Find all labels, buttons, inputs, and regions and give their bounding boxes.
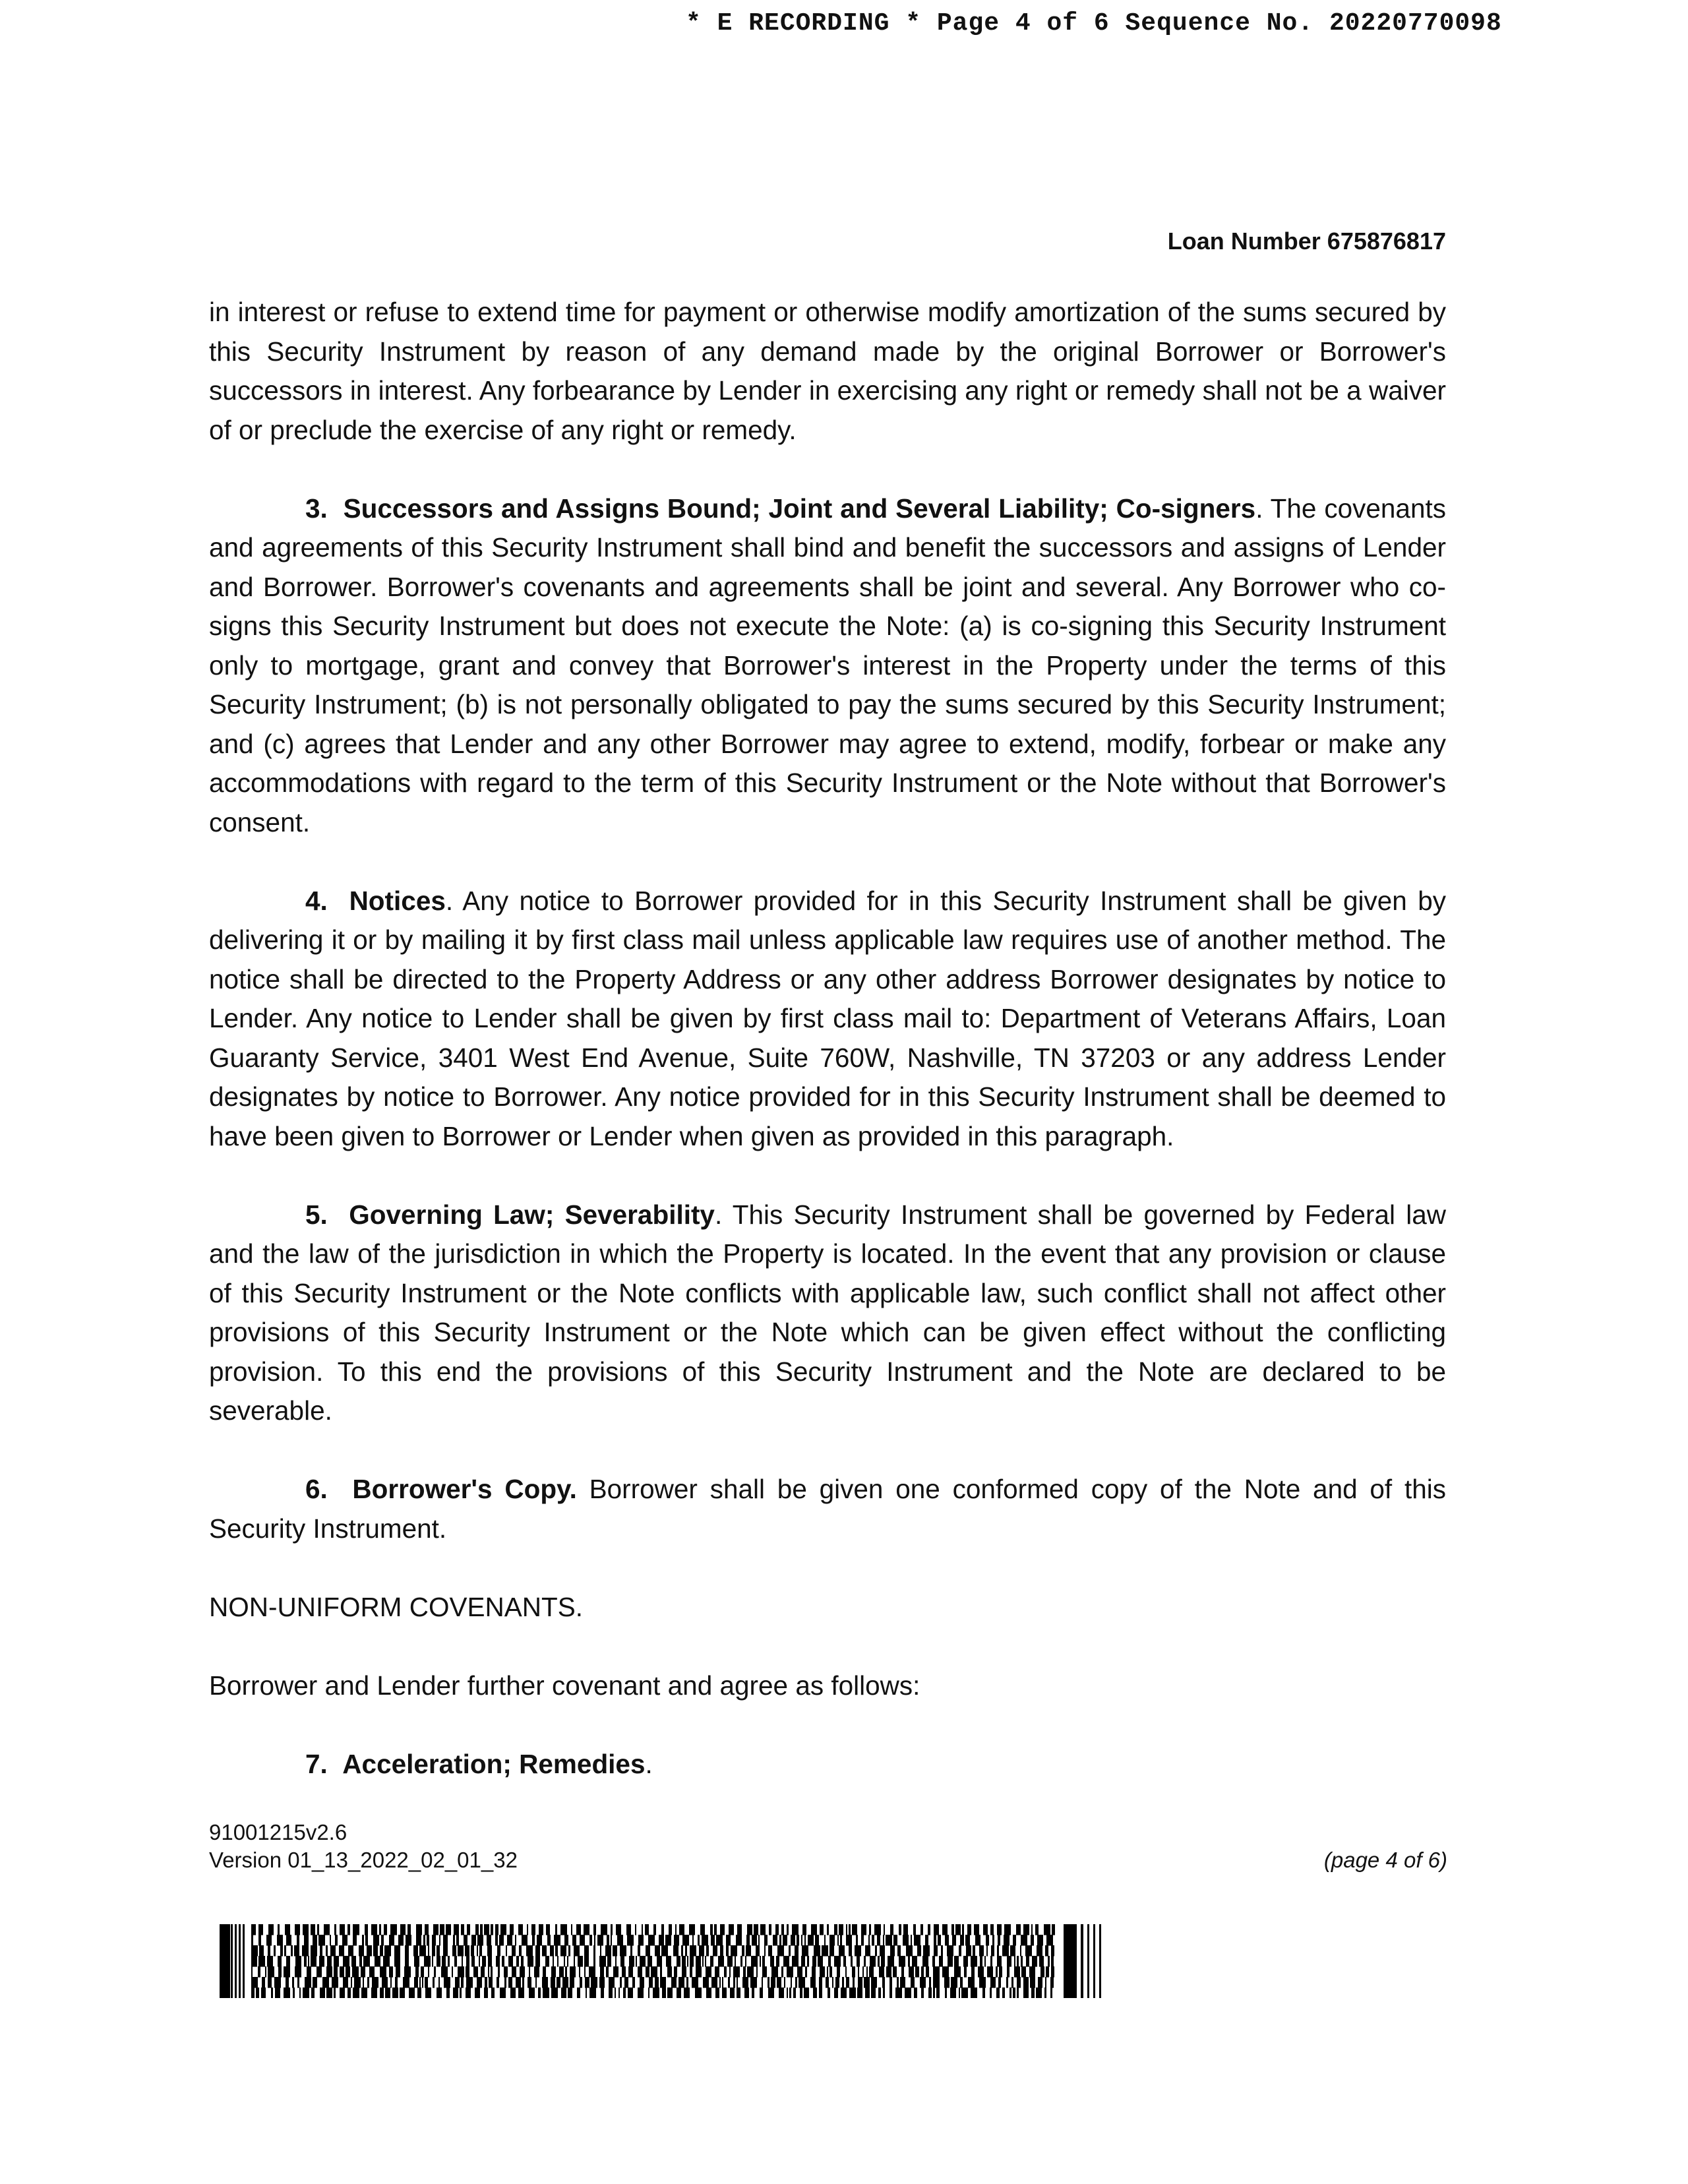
document-body <box>209 293 1446 1823</box>
paragraph-number: 3. <box>305 493 328 524</box>
paragraph-7 <box>209 1745 1446 1784</box>
paragraph-heading <box>305 1474 577 1504</box>
paragraph-number: 4. <box>305 885 328 916</box>
paragraph-text: . Any notice to Borrower provided for in this Security Instrument shall be given by delivering it or by mailing it by first class mail unless applicable law requires use of another method. The notice shall be directed to the Property Address or any other address Borrower designates by notice to Lender. Any notice to Lender shall be given by first class mail to: Department of Veterans Affairs, Loan Guaranty Service, 3401 West End Avenue, Suite 760W, Nashville, TN 37203 or any address Lender designates by notice to Borrower. Any notice provided for in this Security Instrument shall be deemed to have been given to Borrower or Lender when given as provided in this paragraph. <box>209 885 1446 1151</box>
paragraph-text: Borrower and Lender further covenant and agree as follows: <box>209 1670 920 1701</box>
paragraph-heading <box>305 886 446 916</box>
paragraph-number: 7. <box>305 1748 328 1779</box>
paragraph-heading <box>305 1199 715 1230</box>
paragraph-heading <box>305 1749 645 1779</box>
paragraph-number: 6. <box>305 1474 328 1504</box>
paragraph-title: Successors and Assigns Bound; Joint and Several Liability; Co-signers <box>343 493 1256 524</box>
paragraph-text: . <box>645 1748 653 1779</box>
barcode-image <box>220 1924 1113 1998</box>
paragraph-text: NON-UNIFORM COVENANTS. <box>209 1591 583 1622</box>
paragraph-6 <box>209 1470 1446 1548</box>
paragraph-text: Borrower shall be given one conformed copy of the Note and of this Security Instrument. <box>209 1474 1446 1544</box>
page-label: (page 4 of 6) <box>1323 1848 1447 1872</box>
paragraph-text: . This Security Instrument shall be governed by Federal law and the law of the jurisdiction in which the Property is located. In the event that any provision or clause of this Security Instrument or the Note conflicts with applicable law, such conflict shall not affect other provisions of this Security Instrument or the Note which can be given effect without the conflicting provision. To this end the provisions of this Security Instrument and the Note are declared to be severable. <box>209 1199 1447 1426</box>
non-uniform-covenants-heading <box>209 1588 1446 1627</box>
paragraph-title: Acceleration; Remedies <box>342 1748 646 1779</box>
paragraph-title: Borrower's Copy. <box>352 1474 577 1504</box>
paragraph-3 <box>209 489 1446 843</box>
version-label: Version 01_13_2022_02_01_32 <box>209 1848 518 1872</box>
paragraph-heading <box>305 493 1255 524</box>
paragraph-title: Governing Law; Severability <box>349 1199 715 1230</box>
paragraph-text: in interest or refuse to extend time for payment or otherwise modify amortization of the sums secured by this Security Instrument by reason of any demand made by the original Borrower or Borrower's successors in interest. Any forbearance by Lender in exercising any right or remedy shall not be a waiver of or preclude the exercise of any right or remedy. <box>209 297 1446 445</box>
recording-header: * E RECORDING * Page 4 of 6 Sequence No. 20220770098 <box>686 9 1502 38</box>
form-id: 91001215v2.6 <box>209 1820 347 1844</box>
paragraph-5 <box>209 1196 1446 1431</box>
covenant-intro <box>209 1666 1446 1706</box>
loan-number: Loan Number 675876817 <box>1167 228 1446 255</box>
paragraph-text: . The covenants and agreements of this Security Instrument shall bind and benefit the successors and assigns of Lender and Borrower. Borrower's covenants and agreements shall be joint and several. Any Borrower who co-signs this Security Instrument but does not execute the Note: (a) is co-signing this Security Instrument only to mortgage, grant and convey that Borrower's interest in the Property under the terms of this Security Instrument; (b) is not personally obligated to pay the sums secured by this Security Instrument; and (c) agrees that Lender and any other Borrower may agree to extend, modify, forbear or make any accommodations with regard to the term of this Security Instrument or the Note without that Borrower's consent. <box>209 493 1446 837</box>
footer-form-info <box>209 1819 518 1874</box>
paragraph-number: 5. <box>305 1199 328 1230</box>
paragraph-continuation <box>209 293 1446 450</box>
paragraph-4 <box>209 882 1446 1157</box>
paragraph-title: Notices <box>349 885 446 916</box>
